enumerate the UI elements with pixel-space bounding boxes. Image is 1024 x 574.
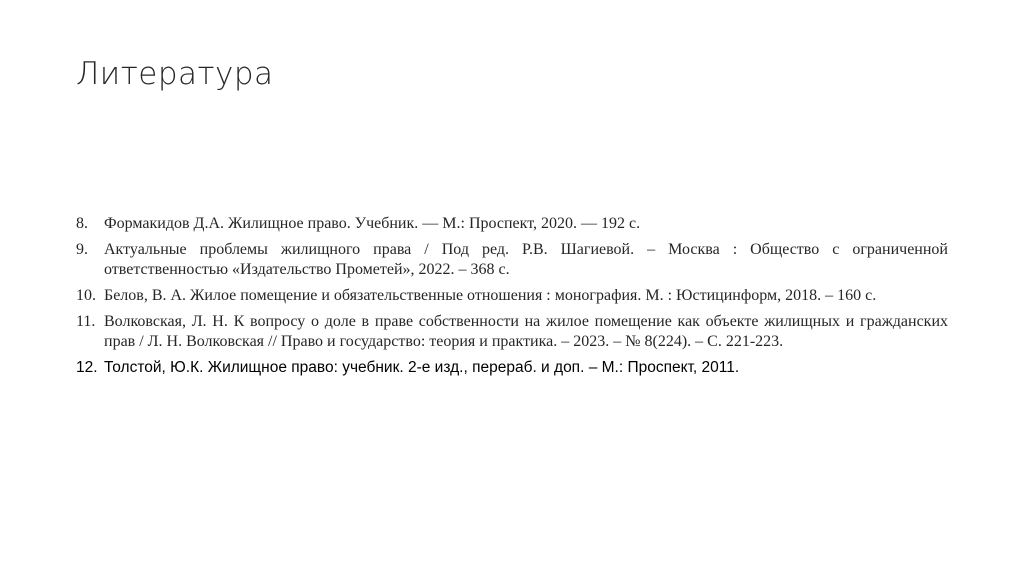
reference-number: 11. — [76, 313, 96, 330]
reference-item — [76, 312, 948, 352]
reference-item — [76, 358, 948, 378]
reference-text: Белов, В. А. Жилое помещение и обязательственные отношения : монография. М. : Юстицинформ, 2018. – 160 с. — [104, 287, 877, 304]
reference-item — [76, 240, 948, 280]
reference-text: Актуальные проблемы жилищного права / Под ред. Р.В. Шагиевой. – Москва : Общество с ограниченной ответственностью «Издательство Прометей», 2022. – 368 с. — [104, 241, 948, 278]
reference-text: Толстой, Ю.К. Жилищное право: учебник. 2-е изд., перераб. и доп. – М.: Проспект, 2011. — [104, 359, 740, 376]
reference-text: Волковская, Л. Н. К вопросу о доле в праве собственности на жилое помещение как объекте жилищных и гражданских прав / Л. Н. Волковская // Право и государство: теория и практика. – 2023. – № 8(224). – С. 221-223. — [104, 313, 948, 350]
reference-text: Формакидов Д.А. Жилищное право. Учебник. — М.: Проспект, 2020. — 192 с. — [104, 215, 641, 232]
reference-number: 10. — [76, 287, 96, 304]
slide-title: Литература — [76, 56, 274, 92]
reference-number: 8. — [76, 215, 88, 232]
reference-item — [76, 214, 948, 234]
reference-list — [76, 214, 948, 384]
reference-number: 12. — [76, 359, 98, 376]
reference-number: 9. — [76, 241, 88, 258]
reference-item — [76, 286, 948, 306]
